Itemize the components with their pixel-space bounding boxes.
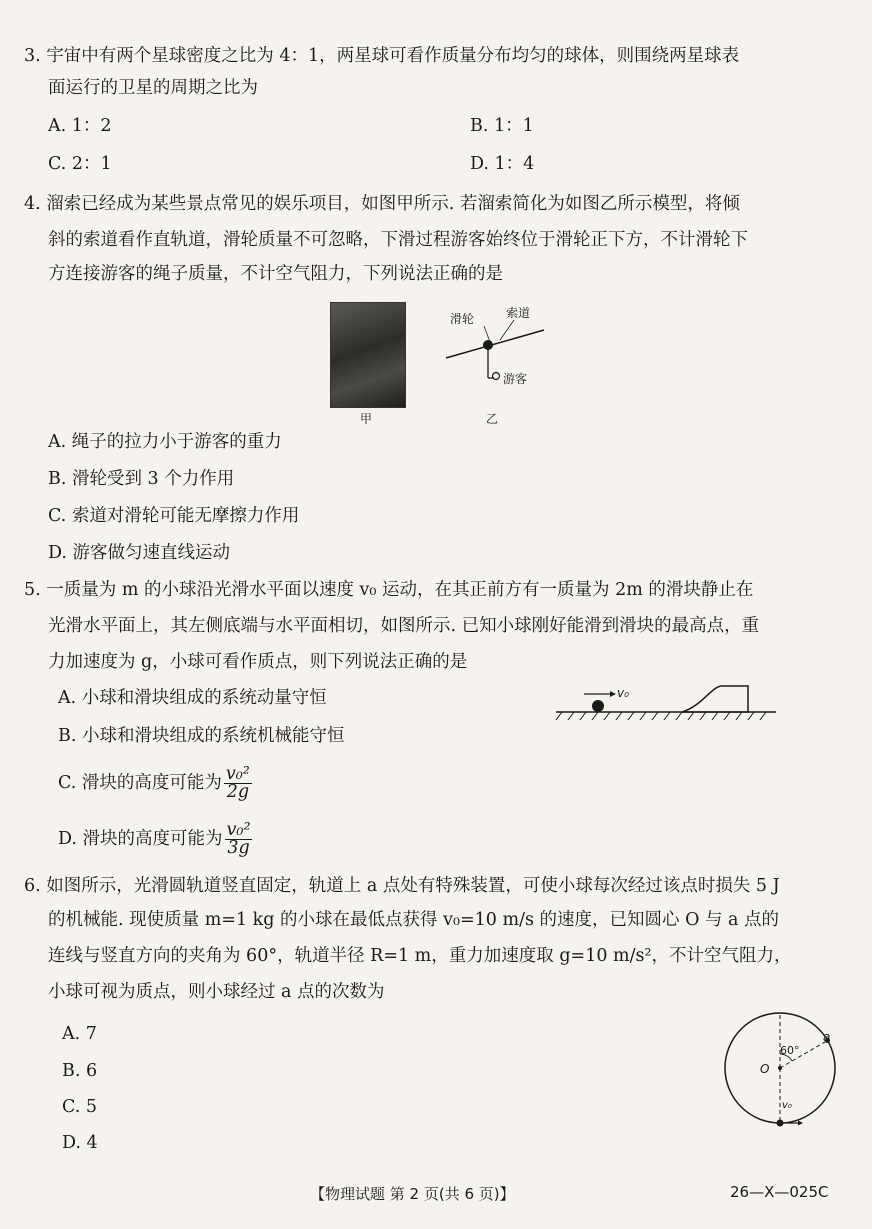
- exam-code: 26—X—025C: [730, 1183, 829, 1201]
- q5-option-c-text: C. 滑块的高度可能为: [58, 773, 222, 793]
- q3-stem-line2: 面运行的卫星的周期之比为: [48, 78, 258, 98]
- angle-label: 60°: [780, 1044, 800, 1057]
- q5-stem-line2: 光滑水平面上，其左侧底端与水平面相切，如图所示. 已知小球刚好能滑到滑块的最高点，重: [48, 616, 760, 636]
- slider-block: [682, 686, 748, 712]
- q4-option-a: A. 绳子的拉力小于游客的重力: [48, 432, 282, 452]
- q4-stem-line3: 方连接游客的绳子质量，不计空气阻力，下列说法正确的是: [48, 264, 503, 284]
- q4-stem-line1: 4. 溜索已经成为某些景点常见的娱乐项目，如图甲所示. 若溜索简化为如图乙所示模型，将倾: [24, 194, 740, 214]
- q6-option-b: B. 6: [62, 1061, 98, 1081]
- q6-stem-line2: 的机械能. 现使质量 m=1 kg 的小球在最低点获得 v₀=10 m/s 的速度，已知圆心 O 与 a 点的: [48, 910, 780, 930]
- center-label: O: [760, 1062, 770, 1076]
- q6-option-c: C. 5: [62, 1097, 98, 1117]
- q6-option-d: D. 4: [62, 1133, 98, 1153]
- tourist-circle: [493, 373, 500, 380]
- page-footer: 【物理试题 第 2 页(共 6 页)】: [310, 1185, 515, 1203]
- ball-circle: [592, 700, 604, 712]
- point-a-label: a: [823, 1030, 831, 1044]
- q5-stem-line1: 5. 一质量为 m 的小球沿光滑水平面以速度 v₀ 运动，在其正前方有一质量为 2m 的滑块静止在: [24, 580, 754, 600]
- q6-velocity-label: v₀: [782, 1100, 792, 1111]
- fig-label-yi: 乙: [486, 412, 499, 426]
- q5-stem-line3: 力加速度为 g，小球可看作质点，则下列说法正确的是: [48, 652, 468, 672]
- q5-option-c-fraction: $\frac{\text{v₀²}}{2g}$: [225, 764, 250, 802]
- label-cable: 索道: [506, 306, 531, 320]
- q5-option-b: B. 小球和滑块组成的系统机械能守恒: [58, 726, 345, 746]
- q5-option-a: A. 小球和滑块组成的系统动量守恒: [58, 688, 327, 708]
- q4-stem-line2: 斜的索道看作直轨道，滑轮质量不可忽略，下滑过程游客始终位于滑轮正下方，不计滑轮下: [48, 230, 748, 250]
- q5-velocity-label: v₀: [617, 686, 629, 700]
- slider-diagram: [552, 676, 780, 722]
- q5-option-c: [58, 766, 252, 801]
- q3-option-b: B. 1：1: [470, 116, 534, 136]
- q4-option-b: B. 滑轮受到 3 个力作用: [48, 469, 235, 489]
- q6-stem-line4: 小球可视为质点，则小球经过 a 点的次数为: [48, 982, 385, 1002]
- q3-option-a: A. 1：2: [48, 116, 112, 136]
- fig-label-jia: 甲: [360, 412, 373, 426]
- q6-stem-line3: 连线与竖直方向的夹角为 60°，轨道半径 R=1 m，重力加速度取 g=10 m/s²，不计空气阻力，: [48, 946, 792, 966]
- q6-stem-line1: 6. 如图所示，光滑圆轨道竖直固定，轨道上 a 点处有特殊装置，可使小球每次经过该点时损失 5 J: [24, 876, 780, 896]
- q3-option-d: D. 1：4: [470, 154, 535, 174]
- cable-line: [446, 330, 544, 358]
- q4-option-d: D. 游客做匀速直线运动: [48, 543, 231, 563]
- q6-option-a: A. 7: [62, 1024, 97, 1044]
- q3-stem-line1: 3. 宇宙中有两个星球密度之比为 4：1，两星球可看作质量分布均匀的球体，则围绕两星球表: [24, 46, 740, 66]
- zipline-photo: [330, 302, 406, 408]
- q3-option-c: C. 2：1: [48, 154, 112, 174]
- q5-option-d-fraction: $\frac{\text{v₀²}}{3g}$: [226, 820, 251, 858]
- q4-option-c: C. 索道对滑轮可能无摩擦力作用: [48, 506, 300, 526]
- q5-option-d: [58, 822, 252, 857]
- label-tourist: 游客: [503, 372, 528, 386]
- label-pulley: 滑轮: [450, 312, 475, 326]
- circle-track-diagram: [720, 1008, 844, 1132]
- q5-option-d-text: D. 滑块的高度可能为: [58, 829, 223, 849]
